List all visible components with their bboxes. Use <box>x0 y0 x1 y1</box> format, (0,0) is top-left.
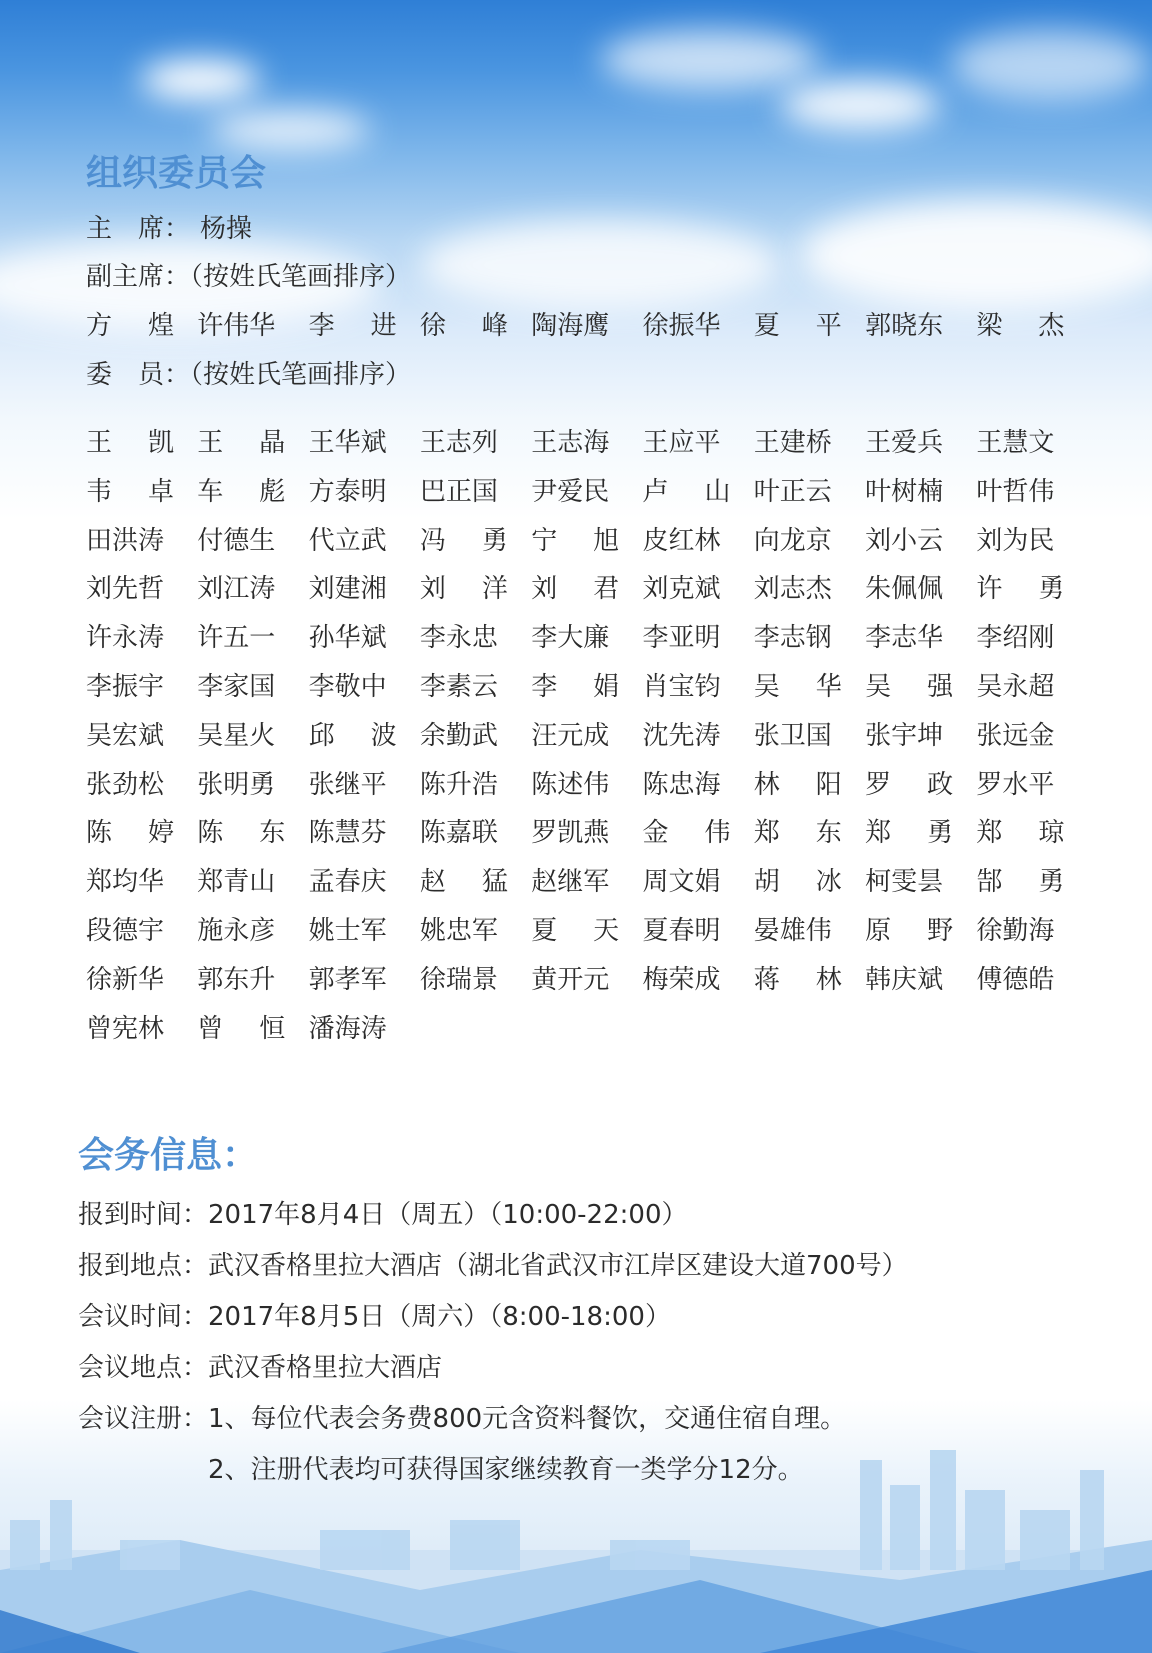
person-name: 叶正云 <box>753 476 832 507</box>
info-title: 会务信息： <box>78 1135 259 1176</box>
person-name: 王志海 <box>531 428 610 458</box>
person-name: 陈慧芬 <box>308 818 387 849</box>
person-name: 刘江涛 <box>197 574 276 605</box>
person-name: 赵 猛 <box>419 867 508 898</box>
person-name: 韩庆斌 <box>865 964 944 995</box>
person-name: 施永彦 <box>197 916 276 946</box>
person-name: 刘先哲 <box>86 574 165 605</box>
person-name: 许 勇 <box>976 574 1065 605</box>
person-name: 徐新华 <box>86 964 165 995</box>
chair-name: 杨操 <box>200 214 253 244</box>
person-name: 孟春庆 <box>308 867 387 898</box>
cloud <box>800 200 1152 310</box>
person-name: 陈嘉联 <box>419 818 498 849</box>
person-name: 吴星火 <box>197 720 276 751</box>
person-name: 张明勇 <box>197 769 276 800</box>
person-name: 曾宪林 <box>86 1013 165 1044</box>
person-name: 张继平 <box>308 769 387 800</box>
person-name: 郑 琼 <box>976 818 1065 849</box>
person-name: 郑均华 <box>86 867 165 898</box>
person-name: 田洪涛 <box>86 525 165 556</box>
person-name: 方 煌 <box>86 311 174 341</box>
person-name: 许永涛 <box>86 623 165 654</box>
person-name: 李志华 <box>865 623 944 654</box>
person-name: 潘海涛 <box>308 1013 387 1044</box>
cloud <box>420 220 780 310</box>
person-name: 赵继军 <box>531 867 610 898</box>
cloud <box>600 30 820 90</box>
members-label: 委 员：（按姓氏笔画排序） <box>86 360 412 390</box>
person-name: 李志钢 <box>753 623 832 654</box>
person-name: 陶海鹰 <box>531 311 610 341</box>
person-name: 尹爱民 <box>531 476 610 507</box>
registration-location: 报到地点：武汉香格里拉大酒店（湖北省武汉市江岸区建设大道700号） <box>78 1251 908 1281</box>
cloud <box>780 80 940 130</box>
vice-chair-label: 副主席：（按姓氏笔画排序） <box>86 262 412 292</box>
meeting-registration-2: 2、注册代表均可获得国家继续教育一类学分12分。 <box>78 1455 804 1485</box>
person-name: 曾 恒 <box>197 1013 286 1044</box>
person-name: 吴宏斌 <box>86 720 165 751</box>
person-name: 郭晓东 <box>865 311 944 341</box>
person-name: 张远金 <box>976 720 1055 751</box>
person-name: 付德生 <box>197 525 276 556</box>
person-name: 张卫国 <box>753 720 832 751</box>
person-name: 李亚明 <box>642 623 721 654</box>
person-name: 吴 华 <box>753 672 842 702</box>
person-name: 金 伟 <box>642 818 731 849</box>
person-name: 张劲松 <box>86 769 165 800</box>
person-name: 叶树楠 <box>865 476 944 507</box>
person-name: 郑 勇 <box>865 818 954 849</box>
person-name: 姚士军 <box>308 916 387 946</box>
person-name: 林 阳 <box>753 769 842 800</box>
person-name: 刘建湘 <box>308 574 387 605</box>
person-name: 宁 旭 <box>531 525 620 556</box>
person-name: 李振宇 <box>86 672 165 702</box>
person-name: 朱佩佩 <box>865 574 944 605</box>
person-name: 李大廉 <box>531 623 610 654</box>
person-name: 吴永超 <box>976 672 1055 702</box>
person-name: 沈先涛 <box>642 720 721 751</box>
person-name: 刘 君 <box>531 574 620 605</box>
person-name: 汪元成 <box>531 720 610 751</box>
person-name: 徐勤海 <box>976 916 1055 946</box>
person-name: 陈 婷 <box>86 818 174 849</box>
meeting-location: 会议地点：武汉香格里拉大酒店 <box>78 1353 443 1383</box>
person-name: 向龙京 <box>753 525 832 556</box>
vice-chair-list <box>86 309 1086 349</box>
person-name: 李家国 <box>197 672 276 702</box>
meeting-registration-1: 会议注册：1、每位代表会务费800元含资料餐饮，交通住宿自理。 <box>78 1404 847 1434</box>
person-name: 刘为民 <box>976 525 1055 556</box>
person-name: 肖宝钧 <box>642 672 721 702</box>
person-name: 郭孝军 <box>308 964 387 995</box>
person-name: 郜 勇 <box>976 867 1065 898</box>
registration-time: 报到时间：2017年8月4日（周五）（10:00-22:00） <box>78 1200 688 1230</box>
person-name: 王爱兵 <box>865 428 944 458</box>
person-name: 梅荣成 <box>642 964 721 995</box>
person-name: 孙华斌 <box>308 623 387 654</box>
person-name: 徐振华 <box>642 311 721 341</box>
person-name: 邱 波 <box>308 720 397 751</box>
person-name: 王华斌 <box>308 428 387 458</box>
person-name: 陈述伟 <box>531 769 610 800</box>
person-name: 陈升浩 <box>419 769 498 800</box>
person-name: 车 彪 <box>197 476 286 507</box>
person-name: 王志列 <box>419 428 498 458</box>
person-name: 王 凯 <box>86 428 174 458</box>
person-name: 李敬中 <box>308 672 387 702</box>
person-name: 卢 山 <box>642 476 731 507</box>
person-name: 罗凯燕 <box>531 818 610 849</box>
person-name: 刘 洋 <box>419 574 508 605</box>
person-name: 陈忠海 <box>642 769 721 800</box>
person-name: 许伟华 <box>197 311 276 341</box>
person-name: 郭东升 <box>197 964 276 995</box>
person-name: 李 进 <box>308 311 397 341</box>
cloud <box>950 30 1150 100</box>
cloud <box>210 110 370 150</box>
person-name: 原 野 <box>865 916 954 946</box>
person-name: 陈 东 <box>197 818 286 849</box>
person-name: 王 晶 <box>197 428 286 458</box>
person-name: 徐瑞景 <box>419 964 498 995</box>
person-name: 徐 峰 <box>419 311 508 341</box>
person-name: 郑青山 <box>197 867 276 898</box>
person-name: 王建桥 <box>753 428 832 458</box>
person-name: 王慧文 <box>976 428 1055 458</box>
person-name: 罗水平 <box>976 769 1055 800</box>
person-name: 李素云 <box>419 672 498 702</box>
person-name: 刘志杰 <box>753 574 832 605</box>
chair-label: 主 席： <box>86 214 191 244</box>
person-name: 张宇坤 <box>865 720 944 751</box>
person-name: 姚忠军 <box>419 916 498 946</box>
person-name: 蒋 林 <box>753 964 842 995</box>
person-name: 周文娟 <box>642 867 721 898</box>
city-skyline-graphic <box>0 1430 1152 1653</box>
person-name: 韦 卓 <box>86 476 174 507</box>
person-name: 代立武 <box>308 525 387 556</box>
person-name: 晏雄伟 <box>753 916 832 946</box>
person-name: 李绍刚 <box>976 623 1055 654</box>
person-name: 夏春明 <box>642 916 721 946</box>
person-name: 段德宇 <box>86 916 165 946</box>
cloud <box>140 60 260 100</box>
person-name: 许五一 <box>197 623 276 654</box>
meeting-time: 会议时间：2017年8月5日（周六）（8:00-18:00） <box>78 1302 671 1332</box>
person-name: 余勤武 <box>419 720 498 751</box>
person-name: 吴 强 <box>865 672 954 702</box>
person-name: 叶哲伟 <box>976 476 1055 507</box>
person-name: 王应平 <box>642 428 721 458</box>
person-name: 皮红林 <box>642 525 721 556</box>
committee-title: 组织委员会 <box>86 153 267 194</box>
person-name: 刘小云 <box>865 525 944 556</box>
person-name: 冯 勇 <box>419 525 508 556</box>
person-name: 方泰明 <box>308 476 387 507</box>
person-name: 胡 冰 <box>753 867 842 898</box>
person-name: 梁 杰 <box>976 311 1065 341</box>
chair-line <box>86 212 252 246</box>
person-name: 巴正国 <box>419 476 498 507</box>
person-name: 夏 平 <box>753 311 842 341</box>
person-name: 夏 天 <box>531 916 620 946</box>
person-name: 罗 政 <box>865 769 954 800</box>
person-name: 傅德皓 <box>976 964 1055 995</box>
person-name: 刘克斌 <box>642 574 721 605</box>
person-name: 李永忠 <box>419 623 498 654</box>
person-name: 李 娟 <box>531 672 620 702</box>
person-name: 黄开元 <box>531 964 610 995</box>
person-name: 郑 东 <box>753 818 842 849</box>
person-name: 柯雯昙 <box>865 867 944 898</box>
